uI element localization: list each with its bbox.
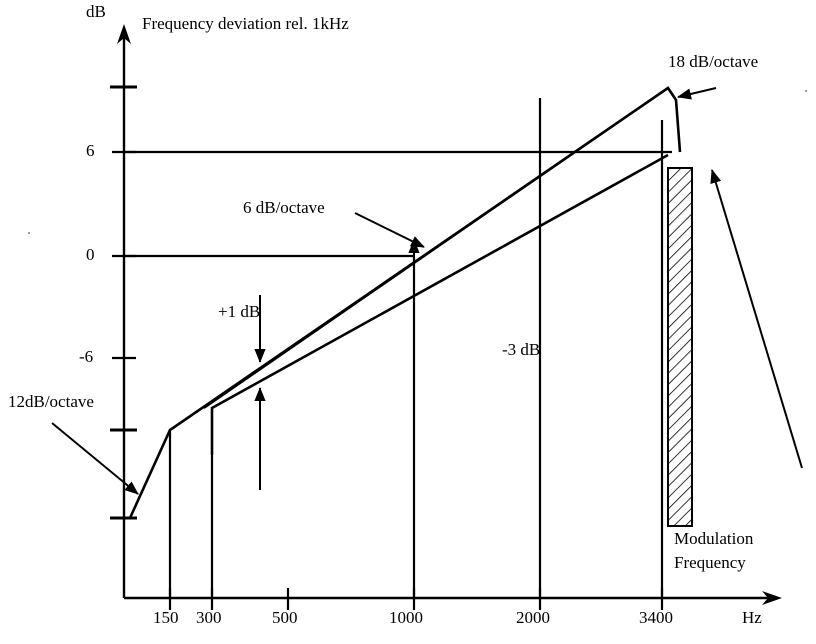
x-tick-label-2000: 2000 <box>516 608 550 627</box>
reference-lines <box>124 152 672 256</box>
y-tick-label-6: 6 <box>86 141 95 160</box>
x-tick-label-150: 150 <box>153 608 179 627</box>
annotation-minus-3-db: -3 dB <box>502 340 541 359</box>
annotation-6db-octave: 6 dB/octave <box>243 198 325 217</box>
x-tick-label-300: 300 <box>196 608 222 627</box>
annotation-18db-octave: 18 dB/octave <box>668 52 759 71</box>
leader-modulation-frequency <box>712 170 802 468</box>
x-tick-label-1000: 1000 <box>389 608 423 627</box>
modulation-frequency-label-line1: Modulation <box>674 529 754 548</box>
vertical-guides <box>170 98 662 598</box>
nominal-curve <box>204 92 662 408</box>
chart-title: Frequency deviation rel. 1kHz <box>142 14 349 33</box>
x-axis <box>124 588 782 610</box>
scan-speck <box>28 232 30 234</box>
scan-speck <box>805 90 807 92</box>
x-tick-label-3400: 3400 <box>639 608 673 627</box>
cutoff-hatched-band <box>668 168 692 526</box>
y-axis-label: dB <box>86 2 106 21</box>
annotation-12db-octave: 12dB/octave <box>8 392 94 411</box>
leader-18db <box>678 88 716 97</box>
modulation-frequency-label-line2: Frequency <box>674 553 746 572</box>
annotation-plus-1-db: +1 dB <box>218 302 261 321</box>
y-tick-label-0: 0 <box>86 245 95 264</box>
x-axis-label: Hz <box>742 608 762 627</box>
y-tick-label-minus-6: -6 <box>79 347 94 366</box>
leader-6db <box>355 213 424 247</box>
x-tick-label-500: 500 <box>272 608 298 627</box>
